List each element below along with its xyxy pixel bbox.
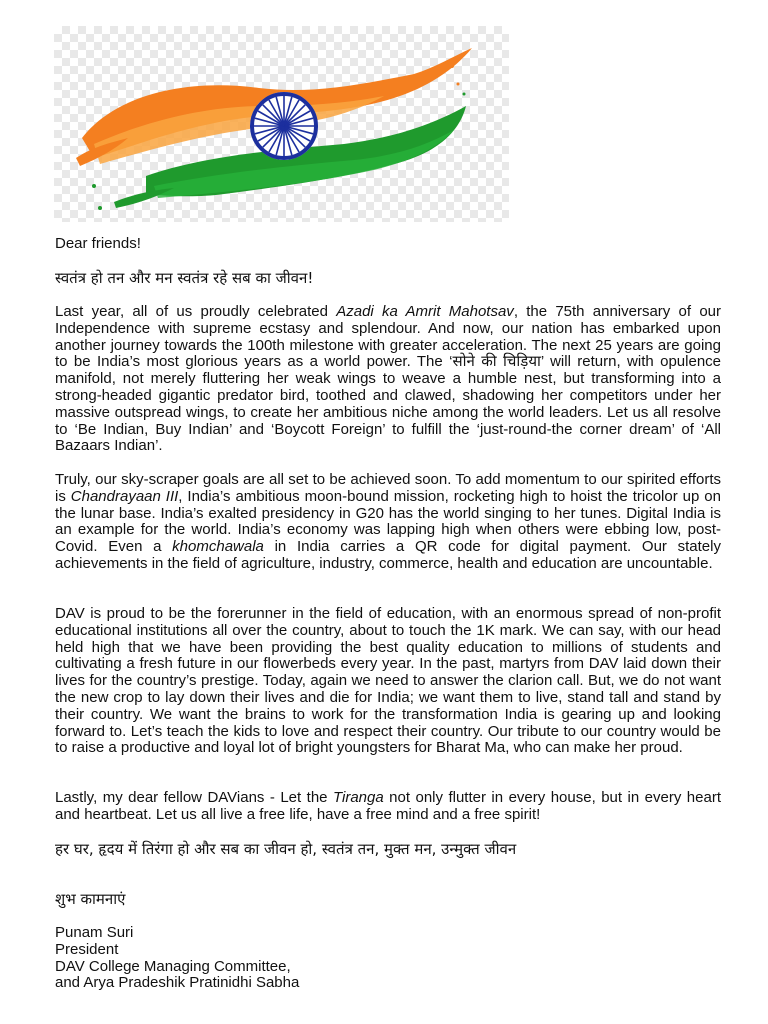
paragraph-1: Last year, all of us proudly celebrated Azadi ka Amrit Mahotsav, the 75th anniversary of our Independence with supreme ecstasy and splendour. And now, our nation has embarked upon another journey towards the 100th milestone with greater acceleration. The next 25 years are going to be India’s most glorious years as a world power. The ‘सोने की चिड़िया’ will return, with opulence manifold, not merely fluttering her weak wings to weave a humble nest, but transforming into a strong-headed gigantic predator bird, toothed and clawed, shadowing her competitors under her massive outspread wings, to create her ambitious niche among the world leaders. Let us all resolve to ‘Be Indian, Buy Indian’ and ‘Boycott Foreign’ to fulfill the ‘just-round-the corner dream’ of ‘All Bazaars Indian’. (55, 303, 721, 455)
emphasis-azadi: Azadi ka Amrit Mahotsav (336, 303, 514, 320)
emphasis-khomchawala: khomchawala (172, 538, 264, 556)
emphasis-chandrayaan: Chandrayaan III (70, 487, 179, 505)
ashoka-chakra-icon (250, 92, 318, 160)
paragraph-2: Truly, our sky-scraper goals are all set to be achieved soon. To add momentum to our spirited efforts is Chandrayaan III, India’s ambitious moon-bound mission, rocketing high to hoist the tricolor up on the lunar base. India’s exalted presidency in G20 has the world singing to her tunes. Digital India is an example for the world. India’s economy was lapping high when others were ebbing low, post-Covid. Even a khomchawala in India carries a QR code for digital payment. Our stately achievements in the field of agriculture, industry, commerce, health and education are uncountable. (55, 471, 721, 572)
signature-block (55, 925, 721, 992)
signatory-org-1: DAV College Managing Committee, (55, 957, 291, 975)
signatory-name: Punam Suri (55, 924, 134, 941)
indian-flag-brushstroke-image (54, 26, 509, 222)
paragraph-4: Lastly, my dear fellow DAVians - Let the Tiranga not only flutter in every house, but in every heart and heartbeat. Let us all live a free life, have a free mind and a free spirit! (55, 789, 721, 823)
indian-flag-banner (54, 26, 509, 222)
greeting: Dear friends! (55, 235, 141, 252)
hindi-slogan: हर घर, हृदय में तिरंगा हो और सब का जीवन हो, स्वतंत्र तन, मुक्त मन, उन्मुक्त जीवन (55, 840, 517, 858)
emphasis-tiranga: Tiranga (332, 789, 384, 806)
signatory-title: President (55, 940, 119, 958)
signatory-org-2: and Arya Pradeshik Pratinidhi Sabha (55, 974, 300, 992)
hindi-regards: शुभ कामनाएं (55, 890, 126, 908)
hindi-greeting: स्वतंत्र हो तन और मन स्वतंत्र रहे सब का जीवन! (55, 269, 314, 287)
paragraph-3: DAV is proud to be the forerunner in the field of education, with an enormous spread of non-profit educational institutions all over the country, about to touch the 1K mark. We can say, with our head held high that we have been providing the best quality education to millions of students and cultivating a fresh future in our flowerbeds every year. In the past, martyrs from DAV laid down their lives for the country’s prestige. Today, again we need to answer the clarion call. But, we do not want the new crop to lay down their lives and die for India; we want them to live, stand tall and stand by their country. We want the brains to work for the transformation India is gearing up and looking forward to. Let’s teach the kids to love and respect their country. Our tribute to our country would be to raise a productive and loyal lot of bright youngsters for Bharat Ma, who can make her proud. (55, 605, 721, 757)
